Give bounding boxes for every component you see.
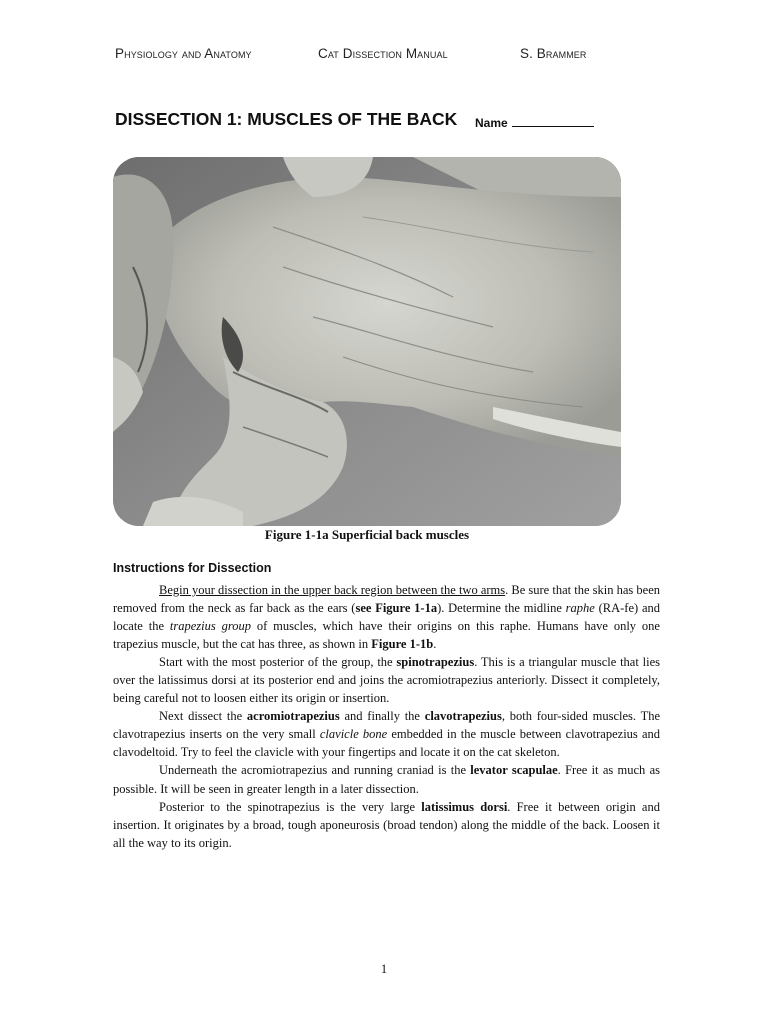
p3-term-acromiotrapezius: acromiotrapezius [246, 709, 340, 724]
p3-term-clavicle: clavicle bone [319, 727, 388, 742]
p3-text: and finally the [339, 709, 425, 724]
p1-term-trapezius-group: trapezius group [169, 619, 251, 634]
paragraph-3 [113, 707, 660, 761]
paragraph-5 [113, 798, 660, 852]
header-manual: Cat Dissection Manual [318, 46, 448, 61]
p5-text: . Free it between origin and insertion. It originates by a broad, tough aponeurosis (broad tendon) along the middle of the back. Loosen it all the way to its origin. [113, 799, 660, 850]
p1-text: . [433, 637, 437, 652]
header-author: S. Brammer [520, 46, 587, 61]
p1-figure-ref-b: Figure 1-1b [371, 637, 434, 652]
p2-text: . This is a triangular muscle that lies over the latissimus dorsi at its posterior end and joins the acromiotrapezius anteriorly. Dissect it completely, being careful not to loosen either its origin or insertion. [113, 655, 660, 706]
p1-text: (RA-fe) and locate the [113, 601, 660, 634]
cat-back-muscles-photo [113, 157, 621, 526]
p1-text: ). Determine the midline [437, 601, 566, 616]
p4-term-levator-scapulae: levator scapulae [470, 763, 558, 778]
p3-text: embedded in the muscle between clavotrapezius and clavodeltoid. Try to feel the clavicle with your fingertips and locate it on the cat skeleton. [113, 727, 660, 760]
p3-text: , both four-sided muscles. The clavotrapezius inserts on the very small [113, 709, 661, 742]
paragraph-4 [113, 761, 660, 797]
section-heading: Instructions for Dissection [113, 561, 272, 575]
p5-term-latissimus-dorsi: latissimus dorsi [421, 799, 508, 814]
p2-text: Start with the most posterior of the group, the [159, 655, 397, 670]
page-title: DISSECTION 1: MUSCLES OF THE BACK [115, 109, 458, 129]
p3-term-clavotrapezius: clavotrapezius [424, 709, 502, 724]
p3-text: Next dissect the [159, 709, 247, 724]
paragraph-2 [113, 653, 660, 707]
instructions-body [113, 581, 660, 852]
page-header [115, 46, 655, 66]
p4-text: Underneath the acromiotrapezius and running craniad is the [159, 763, 471, 778]
p1-figure-ref: see Figure 1-1a [355, 601, 438, 616]
paragraph-1 [113, 581, 660, 653]
p1-text: . Be sure that the skin has been removed from the neck as far back as the ears ( [113, 583, 660, 616]
name-field [475, 115, 594, 130]
dissection-photo [113, 157, 621, 526]
p1-underlined-text: Begin your dissection in the upper back region between the two arms [159, 583, 506, 597]
p1-text: of muscles, which have their origins on this raphe. Humans have only one trapezius muscle, but the cat has three, as shown in [113, 619, 660, 652]
name-blank-line [512, 115, 594, 127]
header-course: Physiology and Anatomy [115, 46, 252, 61]
p4-text: . Free it as much as possible. It will be seen in greater length in a later dissection. [113, 763, 660, 796]
page-number: 1 [380, 962, 388, 976]
name-label: Name [475, 116, 508, 130]
p5-text: Posterior to the spinotrapezius is the very large [159, 799, 422, 814]
p2-term-spinotrapezius: spinotrapezius [396, 655, 475, 670]
figure-caption: Figure 1-1a Superficial back muscles [264, 527, 470, 542]
p1-term-raphe: raphe [565, 601, 595, 616]
